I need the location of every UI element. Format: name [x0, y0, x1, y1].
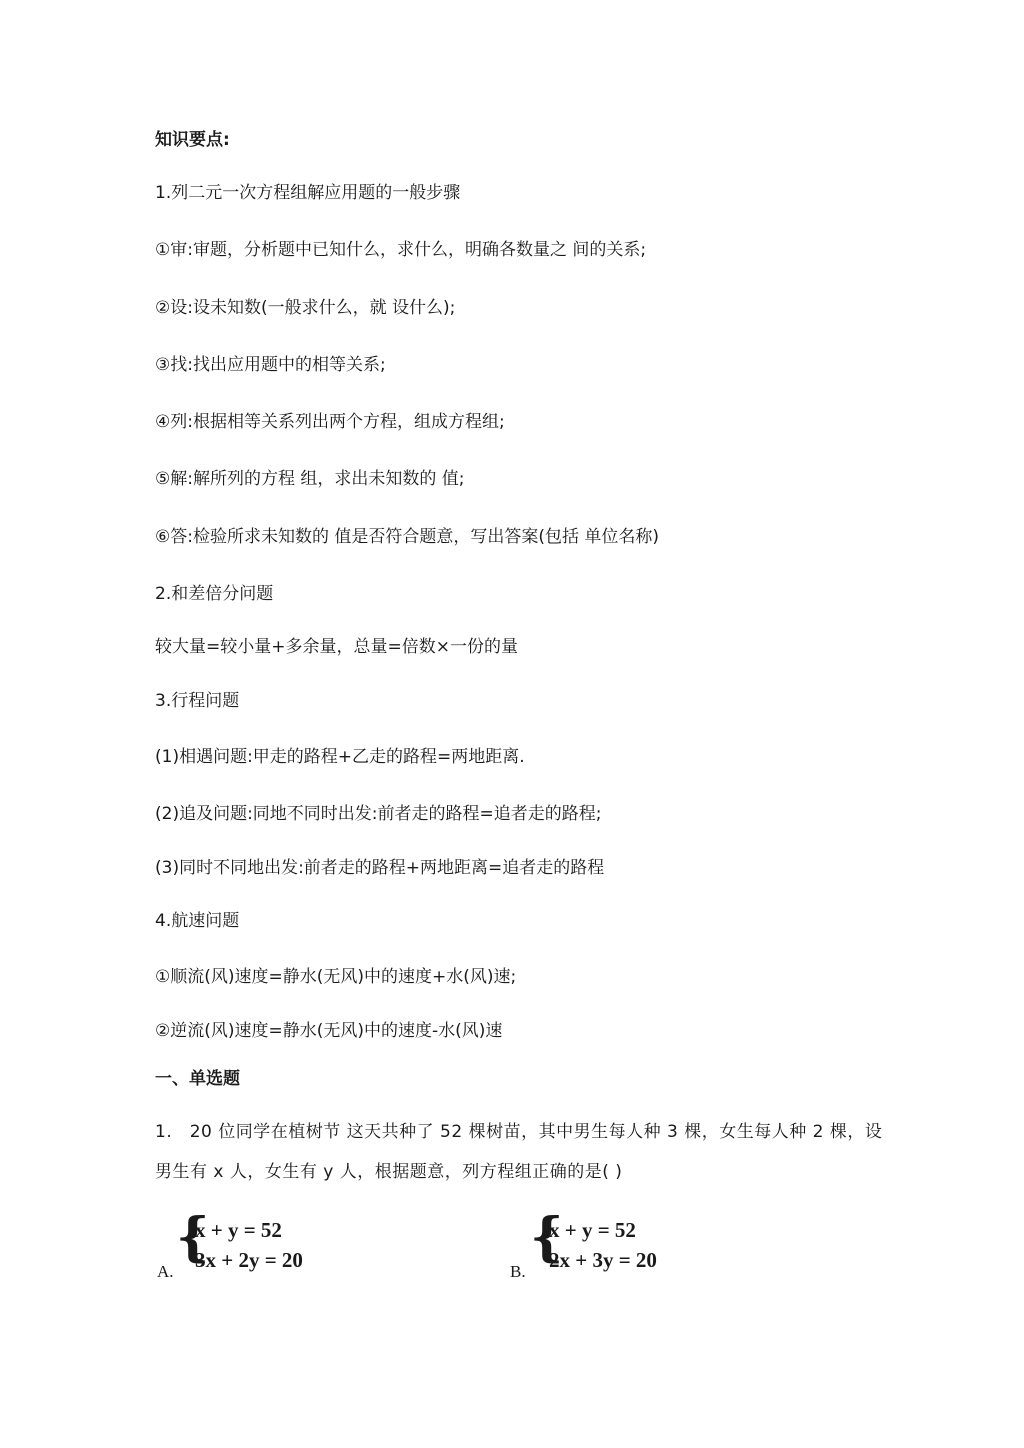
section4-title: 4.航速问题 — [155, 911, 240, 931]
step-4: ④列:根据相等关系列出两个方程，组成方程组; — [155, 412, 505, 432]
option-a-equation-1: x + y = 52 — [195, 1218, 282, 1242]
section4-item-1: ①顺流(风)速度=静水(无风)中的速度+水(风)速; — [155, 967, 517, 987]
section3-item-2: (2)追及问题:同地不同时出发:前者走的路程=追者走的路程; — [155, 804, 602, 824]
brace-icon: { — [176, 1207, 210, 1268]
option-a-label: A. — [157, 1262, 174, 1281]
step-2: ②设:设未知数(一般求什么，就 设什么); — [155, 298, 456, 318]
option-b-equation-1: x + y = 52 — [549, 1218, 636, 1242]
question1-line1: 1. 20 位同学在植树节 这天共种了 52 棵树苗，其中男生每人种 3 棵，女生每人种 2 棵，设 — [155, 1122, 883, 1142]
step-3: ③找:找出应用题中的相等关系; — [155, 355, 386, 375]
option-b-label: B. — [510, 1262, 526, 1281]
section3-item-3: (3)同时不同地出发:前者走的路程+两地距离=追者走的路程 — [155, 858, 605, 878]
step-1: ①审:审题，分析题中已知什么，求什么，明确各数量之 间的关系; — [155, 240, 647, 260]
step-6: ⑥答:检验所求未知数的 值是否符合题意，写出答案(包括 单位名称) — [155, 527, 660, 547]
section4-item-2: ②逆流(风)速度=静水(无风)中的速度-水(风)速 — [155, 1021, 503, 1041]
section3-title: 3.行程问题 — [155, 691, 240, 711]
heading: 知识要点: — [155, 130, 230, 150]
option-a-equation-2: 3x + 2y = 20 — [195, 1248, 303, 1272]
step-5: ⑤解:解所列的方程 组，求出未知数的 值; — [155, 469, 465, 489]
section3-item-1: (1)相遇问题:甲走的路程+乙走的路程=两地距离. — [155, 747, 525, 767]
question1-line2: 男生有 x 人，女生有 y 人，根据题意，列方程组正确的是( ) — [155, 1162, 623, 1182]
section2-title: 2.和差倍分问题 — [155, 584, 274, 604]
part-title: 一、单选题 — [155, 1069, 240, 1089]
section1-title: 1.列二元一次方程组解应用题的一般步骤 — [155, 183, 461, 203]
option-b-equation-2: 2x + 3y = 20 — [549, 1248, 657, 1272]
brace-icon: { — [530, 1207, 564, 1268]
section2-formula: 较大量=较小量+多余量，总量=倍数×一份的量 — [155, 637, 518, 657]
